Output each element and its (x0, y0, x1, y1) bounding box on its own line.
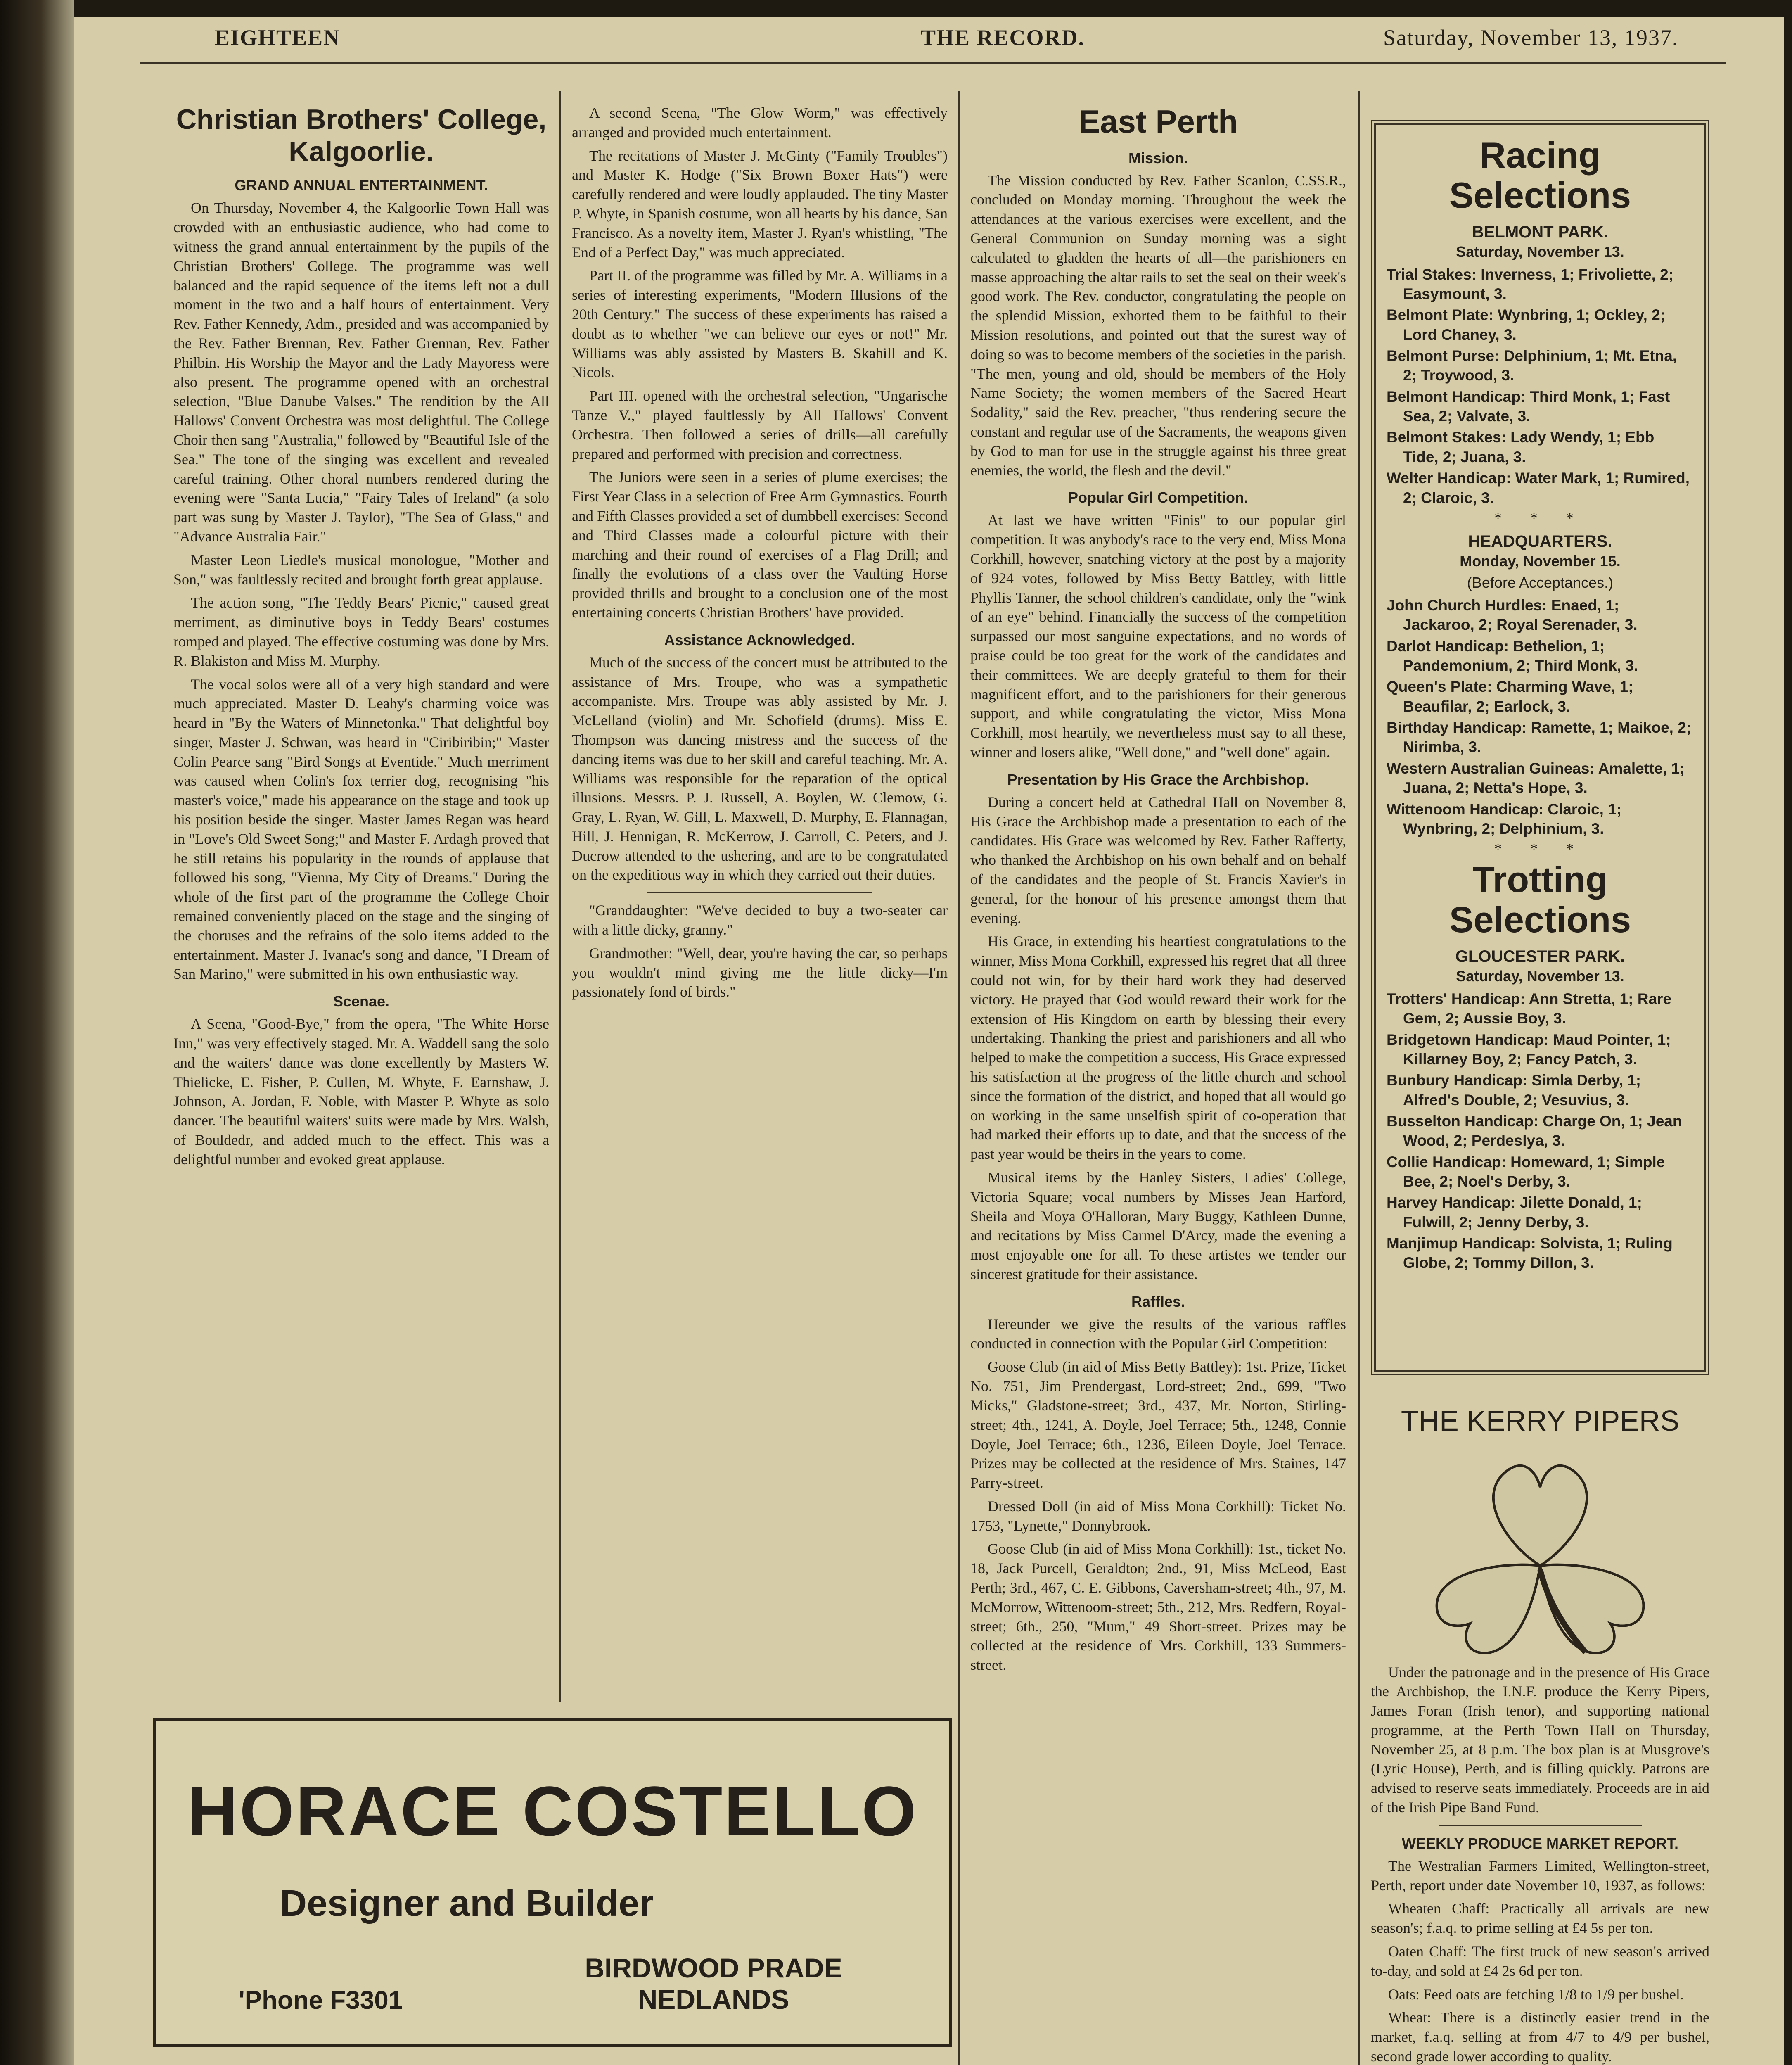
east-perth-column (970, 103, 1346, 2065)
costello-address-line: BIRDWOOD PRADE (585, 1953, 842, 1983)
east-perth-paragraph: Dressed Doll (in aid of Miss Mona Corkhill): Ticket No. 1753, "Lynette," Donnybrook. (970, 1498, 1346, 1534)
cbc-paragraph: The Juniors were seen in a series of plume exercises; the First Year Class in a selection of Free Arm Gymnastics. Fourth and Fifth Classes provided a set of dumbbell exercises: Second and Third Classes made a colourful picture with their marching and their round of exercises of a Flag Drill; and finally the evolutions of a class over the Vaulting Horse provided thrills and brought to a conclusion one of the most entertaining concerts Christian Brothers' have provided. (572, 469, 948, 621)
costello-address (495, 1953, 932, 2015)
paper-title: THE RECORD. (921, 25, 1085, 50)
race-entry: Belmont Purse: Delphinium, 1; Mt. Etna, 2; Troywood, 3. (1387, 347, 1677, 384)
cbc-paragraph: A second Scena, "The Glow Worm," was effectively arranged and provided much entertainment. (572, 104, 948, 140)
cbc-paragraph: On Thursday, November 4, the Kalgoorlie Town Hall was crowded with an enthusiastic audience, who had come to witness the grand annual entertainment by the pupils of the Christian Brothers' College. The programme was well balanced and the rapid sequence of the items left not a dull moment in the two and a half hours of entertainment. Very Rev. Father Kennedy, Adm., presided and was accompanied by the Rev. Father Brennan, Rev. Father Grennan, Rev. Father Philbin. His Worship the Mayor and the Lady Mayoress were also present. The programme opened with an orchestral selection, "Blue Danube Valses." The rendition by the All Hallows' Convent Orchestra was most delightful. The College Choir then sang "Australia," followed by "Beautiful Isle of the Sea." The tone of the singing was excellent and revealed careful training. Other choral numbers rendered during the evening were "Santa Lucia," "Fairy Tales of Ireland" (a solo part was sung by Master J. Taylor), "The Sea of Glass," and "Advance Australia Fair." (173, 199, 549, 545)
east-perth-paragraph: Goose Club (in aid of Miss Mona Corkhill): 1st., ticket No. 18, Jack Purcell, Geraldton; 2nd., 91, Miss McLeod, East Perth; 3rd., 467, C. E. Gibbons, Caversham-street; 4th., 97, M. McMorrow, Wittenoom-street; 5th., 212, Mrs. Redfern, Royal-street; 6th., 250, "Mum," 49 Short-street. Prizes may be collected at the residence of Mrs. Corkhill, 133 Summers-street. (970, 1540, 1346, 1673)
cbc-subheading: GRAND ANNUAL ENTERTAINMENT. (235, 177, 488, 194)
east-perth-paragraph: During a concert held at Cathedral Hall on November 8, His Grace the Archbishop made a presentation to each of the candidates. His Grace was welcomed by Rev. Father Rafferty, who thanked the Archbishop on his own behalf and on behalf of the candidates and the people of St. Francis Xavier's in general, for the honour of his presence amongst them that evening. (970, 793, 1346, 926)
page-number: EIGHTEEN (215, 25, 341, 50)
race-entry: Harvey Handicap: Jilette Donald, 1; Fulwill, 2; Jenny Derby, 3. (1387, 1194, 1642, 1231)
right-column-lower (1371, 1404, 1709, 2065)
cbc-subheading: Assistance Acknowledged. (664, 631, 856, 648)
trotting-date: Saturday, November 13. (1456, 967, 1624, 985)
race-entry: Belmont Handicap: Third Monk, 1; Fast Sea, 2; Valvate, 3. (1387, 388, 1670, 425)
separator (647, 892, 872, 893)
joke-line: "Granddaughter: "We've decided to buy a two-seater car with a little dicky, granny." (572, 902, 948, 938)
cbc-paragraph: Part II. of the programme was filled by Mr. A. Williams in a series of interesting experiments, "Modern Illusions of the 20th Century." The success of these experiments has raised a doubt as to whether "we can believe our eyes or not!" Mr. Williams was ably assisted by Masters B. Skahill and K. Nicols. (572, 267, 948, 381)
east-perth-paragraph: At last we have written "Finis" to our popular girl competition. It was anybody's race to the very end, Miss Mona Corkhill, however, snatching victory at the post by a majority of 924 votes, followed by Miss Betty Battley, with little Phyllis Tanner, the school children's candidate, only the "wink of an eye" behind. Financially the success of the competition surpassed our most sanguine expectations, and no words of praise could be too great for the work of the candidates and their committees. We are deeply grateful to them for their magnificent effort, and to the parishioners for their generous support, and while congratulating the victor, Miss Mona Corkhill, most heartily, we nevertheless must say to all these, winner and losers alike, "Well done," and "well done" again. (970, 512, 1346, 760)
cbc-paragraph: Master Leon Liedle's musical monologue, "Mother and Son," was faultlessly recited and brought forth great applause. (173, 551, 549, 588)
race-list-gloucester (1387, 989, 1694, 1273)
costello-advertisement (153, 1718, 952, 2047)
east-perth-paragraph: The Mission conducted by Rev. Father Scanlon, C.SS.R., concluded on Monday morning. Throughout the week the attendances at the various exercises were excellent, and the General Communion on Sunday morning was a sight calculated to gladden the hearts of all—the parishioners en masse approaching the altar rails to set the seal on their week's good work. The Rev. conductor, congratulating the people on the splendid Mission, exhorted them to be faithful to their Mission resolutions, and pointed out that the surest way of doing so was to become members of the societies in the parish. "The men, young and old, should be members of the Holy Name Society; the women members of the Sacred Heart Sodality," said the Rev. preacher, "thus rendering secure the constant and regular use of the Sacraments, the weapons given by God to man for use in the struggle against his three great enemies, the world, the flesh and the devil." (970, 172, 1346, 479)
east-perth-paragraph: His Grace, in extending his heartiest congratulations to the winner, Miss Mona Corkhill, expressed his regret that all three could not win, for by their hard work they had deserved victory. He prayed that God would reward their work for the extension of His Kingdom on earth by blessing their every undertaking. Thanking the priest and parishioners and all who helped to make the competition a success, His Grace expressed his satisfaction at the progress of the little church and school since the formation of the district, and hoped that all would go on working in the same unselfish spirit of co-operation that had marked their efforts up to date, and that the success of the past year would be theirs in the years to come. (970, 933, 1346, 1163)
trotting-title: Trotting Selections (1449, 859, 1631, 940)
cbc-paragraph: Much of the success of the concert must be attributed to the assistance of Mrs. Troupe, who was a sympathetic accompaniste. Mrs. Troupe was ably assisted by Mr. J. McLelland (violin) and Mr. Schofield (drums). Miss E. Thompson was dancing mistress and the success of the dancing items was due to her skill and careful teaching. Mr. A. Williams was responsible for the reparation of the optical illusions. Messrs. P. J. Russell, A. Boylen, W. Clemow, G. Gray, L. Ryan, W. Gill, L. Maxwell, D. Murphy, E. Flannagan, Hill, J. Hennigan, R. McKerrow, J. Carroll, C. Peters, and J. Ducrow attended to the ushering, and are to be congratulated on the expeditious way in which they carried out their duties. (572, 654, 948, 883)
east-perth-headline: East Perth (1079, 103, 1238, 140)
star-divider: * * * (1494, 509, 1586, 526)
produce-paragraph: The Westralian Farmers Limited, Wellington-street, Perth, report under date November 10, 1937, as follows: (1371, 1857, 1709, 1894)
racing-title: Racing Selections (1449, 135, 1631, 216)
selections-box (1371, 120, 1709, 1375)
east-perth-subheading: Mission. (1128, 149, 1188, 166)
costello-name: HORACE COSTELLO (187, 1772, 918, 1851)
cbc-headline: Christian Brothers' College, Kalgoorlie. (176, 104, 547, 168)
race-entry: Trial Stakes: Inverness, 1; Frivoliette, 2; Easymount, 3. (1387, 266, 1674, 302)
race-entry: Bridgetown Handicap: Maud Pointer, 1; Killarney Boy, 2; Fancy Patch, 3. (1387, 1031, 1671, 1068)
east-perth-paragraph: Hereunder we give the results of the various raffles conducted in connection with the Popular Girl Competition: (970, 1315, 1346, 1352)
costello-trade: Designer and Builder (280, 1883, 654, 1924)
cbc-paragraph: The recitations of Master J. McGinty ("Family Troubles") and Master K. Hodge ("Six Brown Boxer Hats") were carefully rendered and were loudly applauded. The tiny Master P. Whyte, in Spanish costume, won all hearts by his dance, San Francisco. As a novelty item, Master J. Ryan's whistling, "The End of a Perfect Day," was much appreciated. (572, 147, 948, 261)
trotting-venue: GLOUCESTER PARK. (1455, 947, 1625, 966)
race-entry: Manjimup Handicap: Solvista, 1; Ruling Globe, 2; Tommy Dillon, 3. (1387, 1235, 1673, 1272)
star-divider: * * * (1494, 840, 1586, 857)
racing-venue: HEADQUARTERS. (1468, 532, 1612, 551)
issue-date: Saturday, November 13, 1937. (1383, 25, 1679, 50)
race-entry: Darlot Handicap: Bethelion, 1; Pandemonium, 2; Third Monk, 3. (1387, 637, 1638, 674)
east-perth-paragraph: Musical items by the Hanley Sisters, Ladies' College, Victoria Square; vocal numbers by Misses Jean Harford, Sheila and Moya O'Halloran, Mary Buggy, Kathleen Dunne, and recitations by Miss Carmel D'Arcy, made the evening a most enjoyable one for all. To these artistes we tender our sincerest gratitude for their assistance. (970, 1169, 1346, 1282)
header-rule (140, 62, 1726, 64)
racing-note: (Before Acceptances.) (1467, 574, 1614, 591)
costello-address-line: NEDLANDS (638, 1984, 789, 2015)
race-entry: Collie Handicap: Homeward, 1; Simple Bee, 2; Noel's Derby, 3. (1387, 1153, 1665, 1190)
produce-paragraph: Oaten Chaff: The first truck of new season's arrived to-day, and sold at £4 2s 6d per ton. (1371, 1943, 1709, 1979)
cbc-paragraph: Part III. opened with the orchestral selection, "Ungarische Tanze V.," played faultlessly by All Hallows' Convent Orchestra. Then followed a series of drills—all carefully prepared and performed with precision and correctness. (572, 387, 948, 462)
kerry-pipers-title: THE KERRY PIPERS (1401, 1405, 1680, 1437)
produce-paragraph: Oats: Feed oats are fetching 1/8 to 1/9 per bushel. (1388, 1986, 1684, 2003)
race-entry: Birthday Handicap: Ramette, 1; Maikoe, 2; Nirimba, 3. (1387, 719, 1692, 756)
shamrock-icon (1371, 1446, 1709, 1661)
race-entry: Welter Handicap: Water Mark, 1; Rumired, 2; Claroic, 3. (1387, 470, 1690, 506)
book-binding-edge (0, 0, 74, 2065)
produce-paragraph: Wheat: There is a distinctly easier trend in the market, f.a.q. selling at from 4/7 to 4/9 per bushel, second grade lower according to quality. (1371, 2009, 1709, 2065)
column-rule (1358, 91, 1360, 2065)
racing-date: Saturday, November 13. (1456, 243, 1624, 260)
race-list-belmont (1387, 265, 1694, 508)
race-entry: Belmont Plate: Wynbring, 1; Ockley, 2; Lord Chaney, 3. (1387, 306, 1666, 343)
produce-heading: WEEKLY PRODUCE MARKET REPORT. (1401, 1835, 1679, 1852)
cbc-article-column-2 (572, 103, 948, 1706)
race-entry: John Church Hurdles: Enaed, 1; Jackaroo, 2; Royal Serenader, 3. (1387, 596, 1638, 634)
east-perth-subheading: Presentation by His Grace the Archbishop. (1007, 771, 1309, 788)
joke-line: Grandmother: "Well, dear, you're having the car, so perhaps you wouldn't mind giving me the little dicky—I'm passionately fond of birds." (572, 945, 948, 1000)
racing-venue: BELMONT PARK. (1472, 223, 1609, 241)
race-entry: Wittenoom Handicap: Claroic, 1; Wynbring, 2; Delphinium, 3. (1387, 800, 1622, 837)
cbc-subheading: Scenae. (333, 993, 390, 1010)
cbc-paragraph: The action song, "The Teddy Bears' Picnic," caused great merriment, as diminutive boys in Teddy Bears' costumes romped and played. The effective costuming was done by Mrs. R. Blakiston and Miss M. Murphy. (173, 594, 549, 669)
column-rule (958, 91, 960, 2065)
kerry-pipers-paragraph: Under the patronage and in the presence of His Grace the Archbishop, the I.N.F. produce the Kerry Pipers, James Foran (Irish tenor), and supporting national programme, at the Perth Town Hall on Thursday, November 25, at 8 p.m. The box plan is at Musgrove's (Lyric House), Perth, and is filling quickly. Patrons are advised to reserve seats immediately. Proceeds are in aid of the Irish Pipe Band Fund. (1371, 1664, 1709, 1816)
racing-date: Monday, November 15. (1460, 552, 1621, 570)
east-perth-subheading: Raffles. (1131, 1293, 1185, 1310)
race-entry: Trotters' Handicap: Ann Stretta, 1; Rare Gem, 2; Aussie Boy, 3. (1387, 990, 1672, 1027)
race-entry: Western Australian Guineas: Amalette, 1; Juana, 2; Netta's Hope, 3. (1387, 760, 1685, 797)
east-perth-paragraph: Goose Club (in aid of Miss Betty Battley): 1st. Prize, Ticket No. 751, Jim Prendergast, Lord-street; 2nd., 699, "Two Micks," Gladstone-street; 3rd., 437, Mr. Norton, Stirling-street; 4th., 1241, A. Doyle, Joel Terrace; 5th., 1248, Connie Doyle, Joel Terrace; 6th., 1236, Eileen Doyle, Joel Terrace. Prizes may be collected at the residence of Mrs. Staines, 147 Parry-street. (970, 1358, 1346, 1491)
cbc-article-column-1 (173, 103, 549, 1706)
separator (1439, 1825, 1642, 1826)
cbc-paragraph: A Scena, "Good-Bye," from the opera, "The White Horse Inn," was very effectively staged. Mr. A. Waddell sang the solo and the waiters' dance was done excellently by Masters W. Thielicke, E. Fisher, P. Cullen, M. Whyte, F. Earnshaw, J. Johnson, A. Jordan, F. Noble, with Master P. Whyte as solo dancer. The beautiful waiters' suits were made by Mrs. Walsh, of Bouldedr, and added much to the effect. This was a delightful number and evoked great applause. (173, 1016, 549, 1168)
cbc-paragraph: The vocal solos were all of a very high standard and were much appreciated. Master D. Leahy's charming voice was heard in "By the Waters of Minnetonka." That delightful boy singer, Master J. Schwan, was heard in "Ciribiribin;" Master Colin Pearce sang "Bird Songs at Eventide." Much merriment was caused when Colin's fox terrier dog, recognising "his master's voice," made his appearance on the stage and took up his position beside the singer. Master James Regan was heard in "Love's Old Sweet Song;" and Master F. Ardagh proved that he still retains his popularity in the rounds of applause that followed his song, "Vienna, My City of Dreams." During the whole of the first part of the programme the College Choir remained conveniently placed on the stage and the singing of the choruses and the refrains of the solo items added to the entertainment. Master J. Ivanac's song and dance, "I Dream of San Marino," were submitted in his own enthusiastic way. (173, 676, 549, 983)
costello-phone: 'Phone F3301 (239, 1986, 403, 2015)
race-entry: Belmont Stakes: Lady Wendy, 1; Ebb Tide, 2; Juana, 3. (1387, 429, 1655, 465)
race-list-headquarters (1387, 596, 1694, 838)
east-perth-subheading: Popular Girl Competition. (1068, 489, 1248, 506)
race-entry: Busselton Handicap: Charge On, 1; Jean Wood, 2; Perdeslya, 3. (1387, 1112, 1682, 1149)
race-entry: Bunbury Handicap: Simla Derby, 1; Alfred's Double, 2; Vesuvius, 3. (1387, 1072, 1641, 1108)
race-entry: Queen's Plate: Charming Wave, 1; Beaufilar, 2; Earlock, 3. (1387, 678, 1633, 715)
column-rule (559, 91, 561, 1702)
produce-paragraph: Wheaten Chaff: Practically all arrivals are new season's; f.a.q. to prime selling at £4 5s per ton. (1371, 1900, 1709, 1937)
